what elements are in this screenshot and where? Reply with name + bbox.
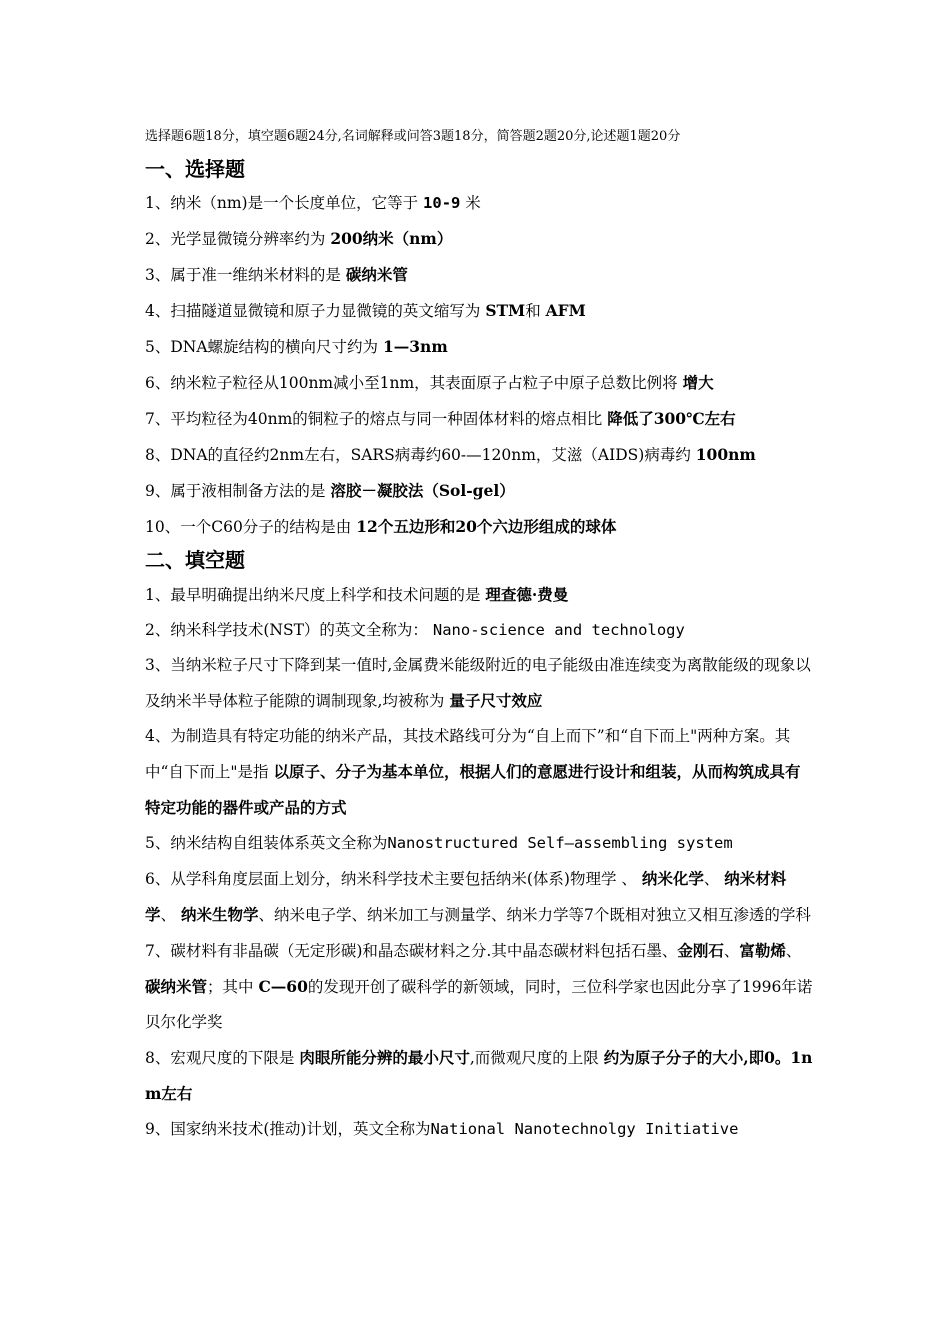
section-heading-choice: 一、选择题 <box>145 157 245 181</box>
answer: 纳米化学 <box>641 869 704 888</box>
answer: 理查德·费曼 <box>485 585 569 604</box>
choice-item-1: 1、纳米（nm)是一个长度单位，它等于 10-9 米 <box>145 194 481 212</box>
fill-item-3: 3、当纳米粒子尺寸下降到某一值时,金属费米能级附近的电子能级由准连续变为离散能级的现象以及纳米半导体粒子能隙的调制现象,均被称为 量子尺寸效应 <box>145 656 811 710</box>
answer: 200纳米（nm） <box>330 229 453 248</box>
answer: Nano-science and technology <box>432 621 685 639</box>
choice-item-7: 7、平均粒径为40nm的铜粒子的熔点与同一种固体材料的熔点相比 降低了300℃左右 <box>145 409 736 428</box>
answer: National Nanotechnolgy Initiative <box>430 1120 739 1138</box>
answer: 纳米材料学 <box>145 869 787 924</box>
fill-item-1: 1、最早明确提出纳米尺度上科学和技术问题的是 理查德·费曼 <box>145 585 569 604</box>
answer: 量子尺寸效应 <box>449 691 543 710</box>
choice-item-4: 4、扫描隧道显微镜和原子力显微镜的英文缩写为 STM和 AFM <box>145 301 586 320</box>
fill-item-5: 5、纳米结构自组装体系英文全称为Nanostructured Self—assembling system <box>145 834 733 852</box>
answer: 1—3nm <box>382 337 448 356</box>
choice-item-8: 8、DNA的直径约2nm左右，SARS病毒约60-—120nm，艾滋（AIDS)病毒约 100nm <box>145 445 756 464</box>
answer: 10-9 <box>423 194 461 212</box>
answer: 溶胶－凝胶法（Sol-gel） <box>330 481 515 500</box>
answer: STM <box>485 301 526 320</box>
answer: 约为原子分子的大小,即0。1nm左右 <box>145 1048 813 1103</box>
document-body <box>145 120 813 1147</box>
answer: 碳纳米管 <box>145 977 208 996</box>
choice-item-6: 6、纳米粒子粒径从100nm减小至1nm，其表面原子占粒子中原子总数比例将 增大 <box>145 373 714 392</box>
choice-item-3: 3、属于准一维纳米材料的是 碳纳米管 <box>145 265 408 284</box>
answer: 金刚石 <box>677 941 724 960</box>
choice-item-9: 9、属于液相制备方法的是 溶胶－凝胶法（Sol-gel） <box>145 481 515 500</box>
fill-item-4: 4、为制造具有特定功能的纳米产品，其技术路线可分为“自上而下”和“自下而上"两种方案。其中“自下而上"是指 以原子、分子为基本单位，根据人们的意愿进行设计和组装，从而构筑成具有特定功能的器件或产品的方式 <box>145 727 801 817</box>
fill-item-9: 9、国家纳米技术(推动)计划，英文全称为National Nanotechnolgy Initiative <box>145 1120 739 1138</box>
answer: 100nm <box>695 445 756 464</box>
answer: 碳纳米管 <box>345 265 408 284</box>
answer: 纳米生物学 <box>180 905 259 924</box>
choice-item-2: 2、光学显微镜分辨率约为 200纳米（nm） <box>145 229 453 248</box>
score-distribution-note: 选择题6题18分，填空题6题24分,名词解释或问答3题18分，简答题2题20分,论述题1题20分 <box>145 129 681 144</box>
answer: 以原子、分子为基本单位，根据人们的意愿进行设计和组装，从而构筑成具有特定功能的器件或产品的方式 <box>145 762 801 817</box>
fill-item-2: 2、纳米科学技术(NST）的英文全称为： Nano-science and technology <box>145 621 685 639</box>
answer: 12个五边形和20个六边形组成的球体 <box>356 517 617 536</box>
fill-item-7: 7、碳材料有非晶碳（无定形碳)和晶态碳材料之分.其中晶态碳材料包括石墨、金刚石、富勒烯、碳纳米管；其中 C—60的发现开创了碳科学的新领域，同时，三位科学家也因此分享了1996年诺贝尔化学奖 <box>145 941 813 1031</box>
answer: 降低了300℃左右 <box>607 409 736 428</box>
section-heading-fill-in: 二、填空题 <box>145 548 245 572</box>
answer: 增大 <box>682 373 714 392</box>
answer: C—60 <box>258 977 308 996</box>
answer: 富勒烯 <box>739 941 786 960</box>
answer: Nanostructured Self—assembling system <box>387 834 733 852</box>
choice-item-10: 10、一个C60分子的结构是由 12个五边形和20个六边形组成的球体 <box>145 517 617 536</box>
choice-item-5: 5、DNA螺旋结构的横向尺寸约为 1—3nm <box>145 337 448 356</box>
fill-item-8: 8、宏观尺度的下限是 肉眼所能分辨的最小尺寸,而微观尺度的上限 约为原子分子的大小,即0。1nm左右 <box>145 1048 813 1103</box>
answer: 肉眼所能分辨的最小尺寸 <box>299 1048 470 1067</box>
fill-item-6: 6、从学科角度层面上划分，纳米科学技术主要包括纳米(体系)物理学 、 纳米化学、 纳米材料学、 纳米生物学、纳米电子学、纳米加工与测量学、纳米力学等7个既相对独立又相互渗透的学科 <box>145 869 811 924</box>
answer: AFM <box>545 301 586 320</box>
